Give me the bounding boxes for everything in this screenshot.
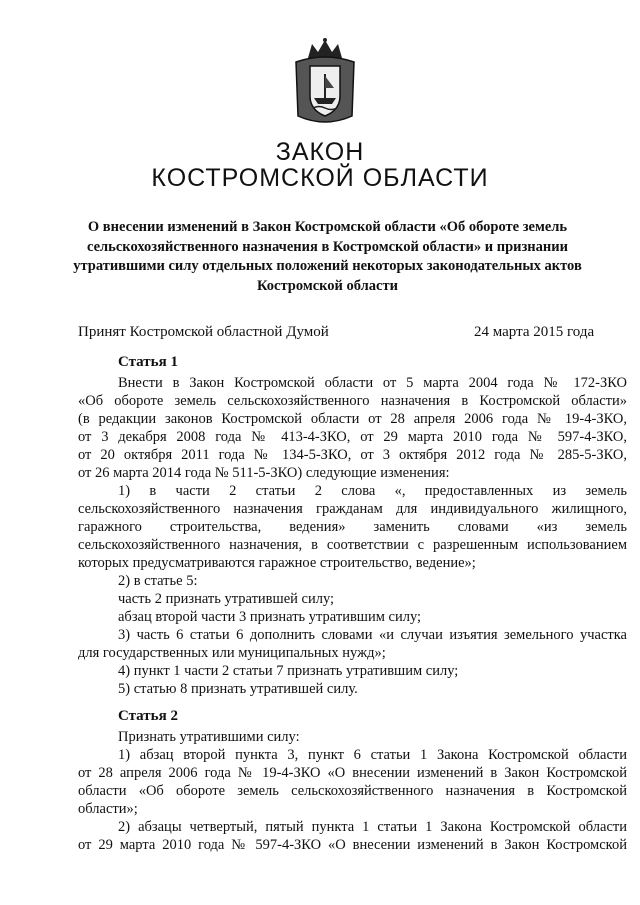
article-line: от 29 марта 2010 года № 597-4-ЗКО «О внесении изменений в Закон Костромской <box>78 837 627 853</box>
article-line: области «Об обороте земель сельскохозяйственного назначения в Костромской <box>78 783 627 799</box>
law-title: ЗАКОН <box>275 138 365 166</box>
subject-line: О внесении изменений в Закон Костромской области «Об обороте земель <box>87 219 568 235</box>
article-line: 2) в статье 5: <box>118 573 198 589</box>
coat-of-arms-icon <box>290 38 360 124</box>
article-line: «Об обороте земель сельскохозяйственного назначения в Костромской области» <box>78 393 627 409</box>
article-line: сельскохозяйственного назначения гражданам для индивидуального жилищного, <box>78 501 627 517</box>
adoption-date: 24 марта 2015 года <box>474 324 595 340</box>
article-line: сельскохозяйственного назначения, в соответствии с разрешенным использованием <box>78 537 627 553</box>
article-line: для государственных или муниципальных нужд»; <box>78 645 386 661</box>
law-subject <box>70 218 585 296</box>
article-line: от 20 октября 2011 года № 134-5-ЗКО, от 3 октября 2012 года № 285-5-ЗКО, <box>78 447 627 463</box>
article-1-heading: Статья 1 <box>118 354 178 370</box>
article-line: 4) пункт 1 части 2 статьи 7 признать утратившим силу; <box>118 663 459 679</box>
article-line: 3) часть 6 статьи 6 дополнить словами «и случаи изъятия земельного участка <box>118 627 627 643</box>
article-line: области»; <box>78 801 138 817</box>
article-2-heading: Статья 2 <box>118 708 178 724</box>
article-line: часть 2 признать утратившей силу; <box>118 591 335 607</box>
article-line: от 3 декабря 2008 года № 413-4-ЗКО, от 29 марта 2010 года № 597-4-ЗКО, <box>78 429 627 445</box>
article-line: абзац второй части 3 признать утратившим силу; <box>118 609 422 625</box>
subject-line: утратившими силу отдельных положений некоторых законодательных актов <box>73 258 582 274</box>
article-line: 5) статью 8 признать утратившей силу. <box>118 681 358 697</box>
article-line: от 28 апреля 2006 года № 19-4-ЗКО «О внесении изменений в Закон Костромской <box>78 765 627 781</box>
article-line: 2) абзацы четвертый, пятый пункта 1 статьи 1 Закона Костромской области <box>118 819 627 835</box>
article-line: Признать утратившими силу: <box>118 729 300 745</box>
subject-line: Костромской области <box>257 277 398 294</box>
article-line: 1) в части 2 статьи 2 слова «, предоставленных из земель <box>118 483 627 499</box>
article-line: Внести в Закон Костромской области от 5 марта 2004 года № 172-ЗКО <box>118 375 627 391</box>
region-title: КОСТРОМСКОЙ ОБЛАСТИ <box>151 164 489 192</box>
article-line: которых предусматриваются гаражное строительство, ведение»; <box>78 555 476 571</box>
adoption-text: Принят Костромской областной Думой <box>78 324 329 340</box>
article-line: от 26 марта 2014 года № 511-5-ЗКО) следующие изменения: <box>78 465 450 481</box>
article-line: гаражного строительства, ведения» заменить словами «из земель <box>78 519 627 535</box>
article-line: (в редакции законов Костромской области от 28 апреля 2006 года № 19-4-ЗКО, <box>78 411 627 427</box>
article-line: 1) абзац второй пункта 3, пункт 6 статьи 1 Закона Костромской области <box>118 747 627 763</box>
subject-line: сельскохозяйственного назначения в Костромской области» и признании <box>87 238 568 255</box>
